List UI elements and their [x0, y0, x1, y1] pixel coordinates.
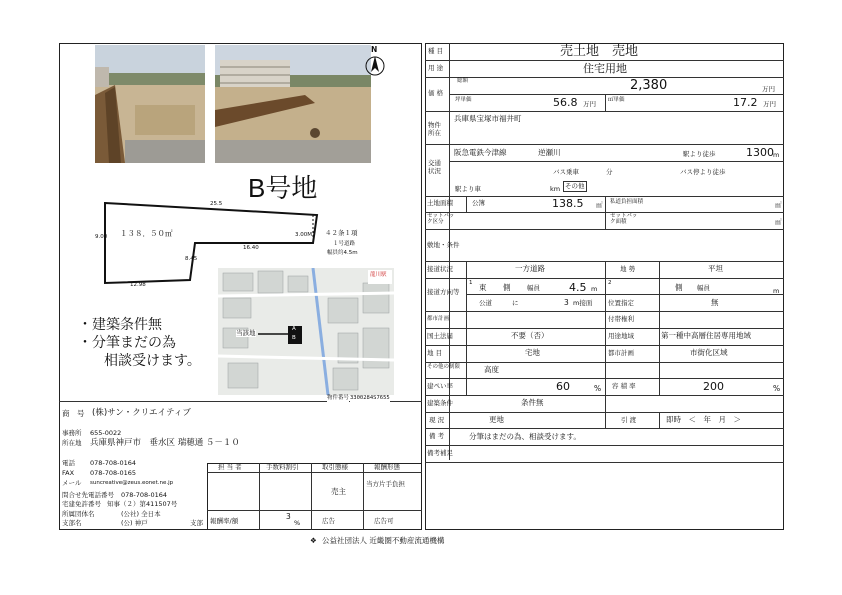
bcr-unit: %	[594, 384, 602, 393]
setback-label: セットバック区分	[427, 213, 455, 225]
setback-area-label: セットバック面積	[610, 213, 638, 225]
total-unit: 万円	[762, 85, 775, 93]
car-unit: km	[550, 185, 561, 193]
land-reg-label: 国土法届	[427, 332, 453, 340]
use-label: 用 途	[428, 64, 444, 72]
pos-label: 位置指定	[608, 299, 634, 307]
access1-unit: m	[591, 285, 598, 293]
car-label: 駅より車	[455, 185, 481, 193]
bus-walk-label: バス停より徒歩	[680, 168, 726, 176]
land-label: 地 目	[427, 349, 443, 357]
status-value: 更地	[489, 415, 504, 424]
staff-value-3: 売主	[331, 487, 346, 496]
remark2-label: 備考補足	[427, 449, 453, 457]
fax-value: 078-708-0165	[90, 469, 137, 477]
bus-min: 分	[606, 168, 613, 176]
land-area-kind: 公簿	[472, 199, 485, 207]
city-label: 都市計画	[608, 349, 634, 357]
dim-bottom: 12.98	[130, 282, 146, 288]
access2-side: 側	[675, 283, 683, 292]
far-value: 200	[703, 380, 724, 393]
limit-value: 高度	[484, 365, 499, 374]
land-area-value: 138.5	[552, 197, 584, 210]
traffic-label: 交通状況	[428, 159, 441, 175]
pos-right-label: 付帯権利	[608, 315, 634, 323]
land-reg-value: 不要（否）	[511, 331, 549, 340]
area-map	[218, 268, 394, 395]
terrain-label: 地 勢	[620, 265, 636, 273]
address-value: 兵庫県神戸市 垂水区 瑞穂通 ５－１０	[90, 438, 240, 448]
dim-left: 9.00	[95, 234, 108, 240]
bcr-value: 60	[556, 380, 570, 393]
assoc-value: (公社) 全日本	[121, 510, 161, 518]
north-arrow	[364, 46, 386, 80]
branch-label: 支部名	[62, 519, 82, 527]
company-name-label: 商 号	[62, 409, 85, 418]
pos-value: 無	[711, 298, 719, 307]
tsubo-unit: 万円	[583, 100, 596, 108]
access3-ni: に	[512, 299, 519, 307]
loc-label: 物件所在	[428, 121, 441, 137]
terrain-value: 平坦	[708, 264, 723, 273]
note-line-2: ・分筆まだの為	[78, 335, 176, 351]
access1-no: 1	[469, 280, 473, 286]
branch-suffix: 支部	[190, 519, 203, 527]
m2-unit: 万円	[763, 100, 776, 108]
license-value: 655-0022	[90, 429, 122, 437]
remark-label: 備 考	[429, 432, 445, 440]
walk-value: 1300	[746, 146, 774, 159]
setback-area-unit: ㎡	[775, 218, 782, 226]
walk-unit: m	[773, 151, 780, 159]
zone-label: 用途地域	[608, 332, 634, 340]
far-unit: %	[773, 384, 781, 393]
dim-right-top: 3.00M	[295, 232, 312, 238]
bus-label: バス乗車	[553, 168, 579, 176]
road-note-3: 幅員約4.5m	[327, 250, 358, 256]
total-label: 総額	[457, 78, 469, 84]
lot-title: B号地	[248, 173, 318, 203]
trade-no-label: 物件番号	[327, 395, 350, 401]
status-label: 現 況	[429, 416, 445, 424]
company-name: (株)サン・クリエイティブ	[92, 408, 191, 418]
city-value: 市街化区域	[690, 348, 728, 357]
access-label: 接道方向等	[427, 288, 460, 296]
line-value: 阪急電鉄今津線	[454, 148, 507, 157]
land-area-unit: ㎡	[596, 201, 603, 209]
use-value: 住宅用地	[583, 62, 627, 75]
tel-value: 078-708-0164	[90, 459, 137, 467]
delivery-value: 即時 ＜ 年 月 ＞	[666, 415, 741, 424]
lot-area-label: １３８．５０㎡	[120, 229, 173, 238]
total-value: 2,380	[630, 78, 668, 93]
contact-label: 問合せ先電話番号	[62, 491, 114, 499]
ad-label: 広告	[322, 517, 335, 525]
access3-kind: 公道	[479, 299, 492, 307]
road-note-2: １号道路	[333, 241, 356, 247]
dim-top: 25.5	[210, 201, 223, 207]
photo-2-image	[215, 45, 371, 163]
dim-right: 8.45	[185, 256, 198, 262]
staff-value-4: 当方片手負担	[366, 480, 405, 488]
build-cond-value: 条件無	[521, 398, 544, 407]
access3-value: 3	[564, 298, 569, 307]
loc-value: 兵庫県宝塚市福井町	[454, 114, 522, 123]
property-photo-1	[95, 45, 205, 163]
staff-header-3: 取引態様	[322, 463, 348, 471]
m2-value: 17.2	[733, 96, 758, 109]
access3-unit: m接面	[573, 299, 593, 307]
type-label: 種 目	[428, 47, 444, 55]
map-site-label: 当該地	[236, 329, 256, 337]
private-road-unit: ㎡	[775, 201, 782, 209]
land-area-label: 土地面積	[427, 199, 453, 207]
property-photo-2	[215, 45, 371, 163]
delivery-label: 引 渡	[621, 416, 637, 424]
assoc-label: 所属団体名	[62, 510, 95, 518]
dim-mid: 16.40	[243, 245, 259, 251]
license-label: 事務所	[62, 429, 82, 437]
north-label: N	[371, 45, 378, 54]
trade-no-value: 3300284S7655	[350, 395, 390, 401]
fee-value: 3	[286, 512, 291, 521]
footer	[310, 536, 550, 548]
price-label: 価 格	[428, 89, 444, 97]
remark-value: 分筆はまだの為、相談受けます。	[469, 432, 581, 441]
survey-label: 敷地・条件	[427, 241, 460, 249]
zone-value: 第一種中高層住居専用地域	[661, 331, 751, 340]
station-value: 逆瀬川	[538, 148, 561, 157]
access2-no: 2	[608, 280, 612, 286]
contact-value: 078-708-0164	[121, 491, 168, 499]
access1-width: 4.5	[569, 281, 587, 294]
branch-value: (公) 神戸	[121, 519, 148, 527]
access1-side: 側	[503, 283, 511, 292]
road-note-1: ４２条１項	[325, 229, 358, 237]
note-line-3: 相談受けます。	[104, 353, 201, 369]
address-label: 所在地	[62, 439, 82, 447]
footer-logo-icon: ❖	[310, 536, 317, 545]
tel-label: 電話	[62, 459, 75, 467]
staff-header-4: 報酬形態	[374, 463, 400, 471]
footer-text: 公益社団法人 近畿圏不動産流通機構	[322, 536, 445, 545]
fee-unit: %	[294, 519, 301, 527]
access2-width-label: 幅員	[697, 284, 710, 292]
bcr-label: 建ぺい率	[427, 382, 453, 390]
road-value: 一方道路	[515, 264, 545, 273]
staff-header-1: 担 当 者	[218, 463, 242, 471]
limit-label: その他の制限	[427, 364, 461, 370]
city-plan-label: 都市計画	[427, 316, 450, 322]
private-road-label: 私道負担面積	[610, 199, 644, 205]
walk-label: 駅より徒歩	[683, 150, 716, 158]
build-cond-label: 建築条件	[427, 399, 453, 407]
photo-1-image	[95, 45, 205, 163]
ad-value: 広告可	[374, 517, 394, 525]
road-label: 接道状況	[427, 265, 453, 273]
m2-label: ㎡単価	[608, 97, 625, 103]
map-station-label: 龍川駅	[370, 272, 387, 278]
map-marker-a: A	[292, 326, 296, 332]
other-label: その他	[565, 182, 585, 190]
mail-value: suncreative@zeus.eonet.ne.jp	[90, 480, 174, 486]
tsubo-label: 坪単価	[455, 97, 472, 103]
mail-label: メール	[62, 479, 82, 487]
access1-width-label: 幅員	[527, 284, 540, 292]
access2-unit: m	[773, 287, 780, 295]
reg-label: 宅建免許番号	[62, 500, 101, 508]
far-label: 容 積 率	[612, 382, 636, 390]
note-line-1: ・建築条件無	[78, 317, 162, 333]
fee-label: 報酬率/額	[210, 517, 239, 525]
fax-label: FAX	[62, 469, 75, 477]
map-marker-b: B	[292, 335, 296, 341]
reg-value: 知事（２）第411507号	[107, 500, 178, 508]
access1-dir: 東	[479, 283, 487, 292]
staff-header-2: 手数料割引	[266, 463, 299, 471]
land-value: 宅地	[525, 348, 540, 357]
tsubo-value: 56.8	[553, 96, 578, 109]
type-value: 売土地 売地	[560, 44, 639, 59]
